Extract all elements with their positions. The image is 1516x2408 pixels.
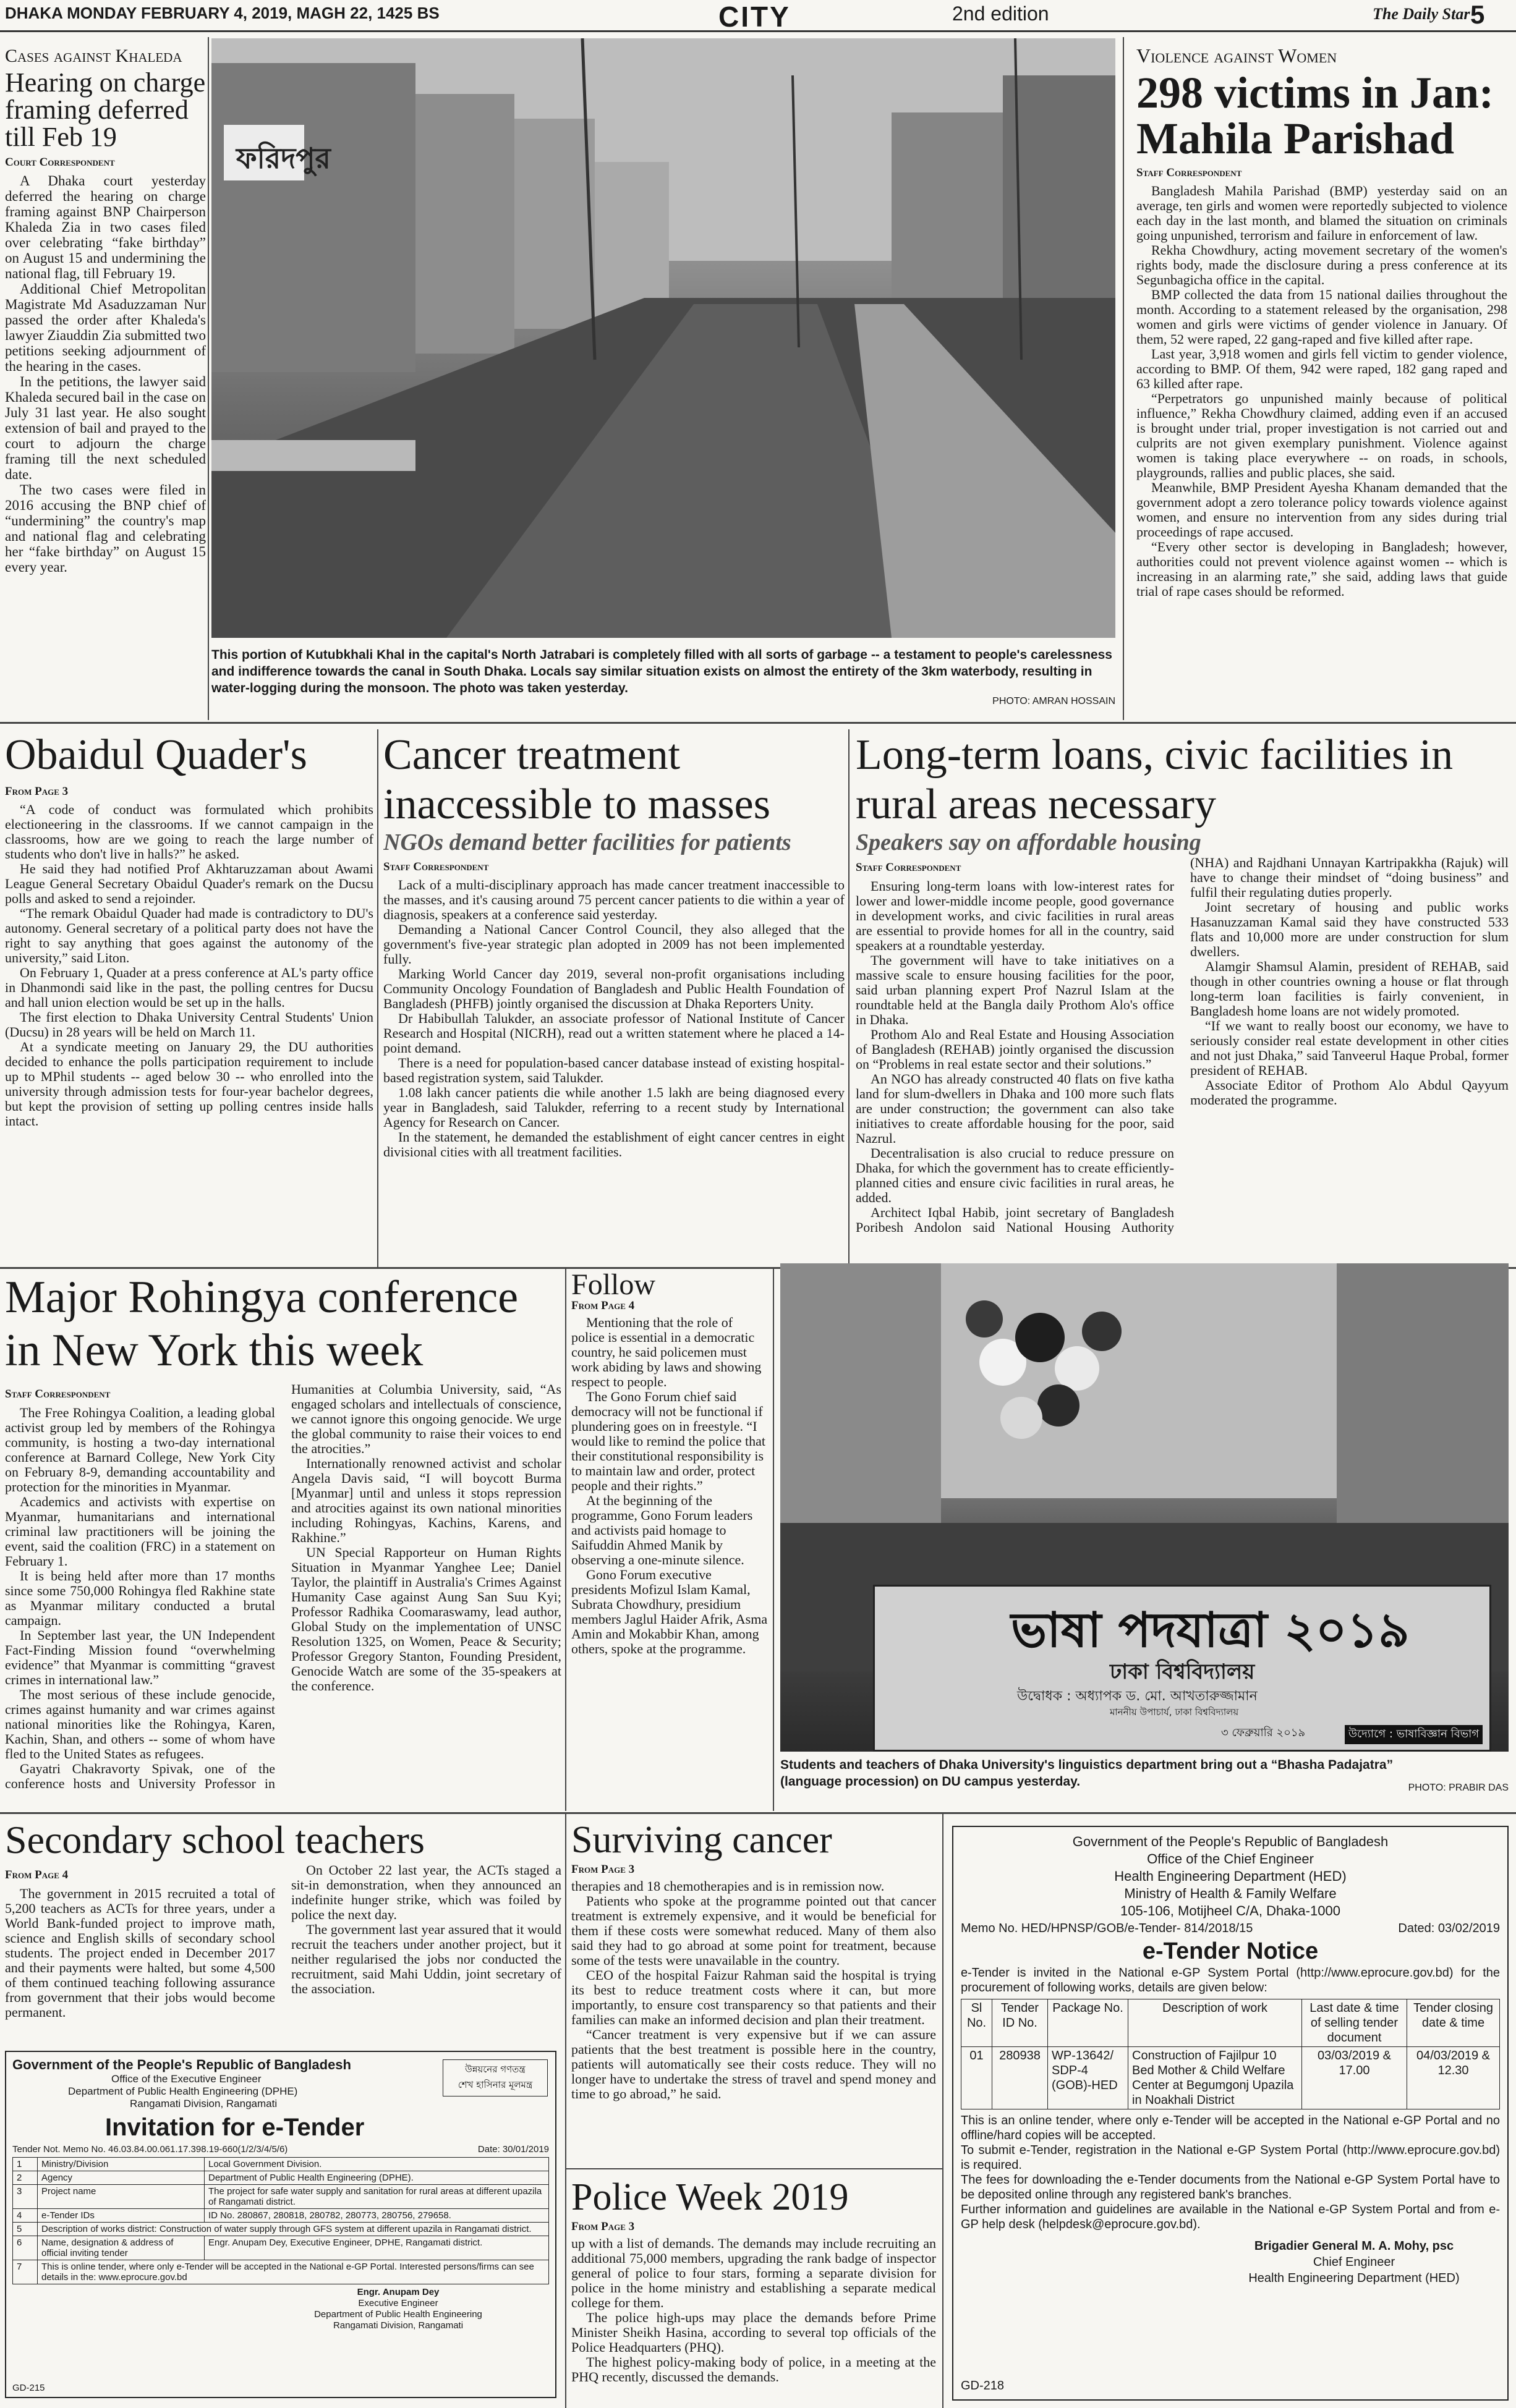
ad-code: GD-218: [961, 2379, 1005, 2393]
dateline: DHAKA MONDAY FEBRUARY 4, 2019, MAGH 22, 1425 BS: [5, 4, 440, 22]
memo-number: Tender Not. Memo No. 46.03.84.00.061.17.398.19-660(1/2/3/4/5/6): [12, 2144, 288, 2155]
table-header: [961, 1999, 1500, 2047]
memo-date: Date: 30/01/2019: [477, 2144, 549, 2155]
surviving-article: [571, 1817, 936, 2163]
rally-photo-credit: PHOTO: PRABIR DAS: [1408, 1783, 1509, 1793]
table-cell: 4: [13, 2209, 38, 2223]
paragraph: UN Special Rapporteur on Human Rights Situation in Myanmar Yanghee Lee; Daniel Taylor, the plaintiff in Australia's Crimes Against Humanity Case against Aung San Suu Kyi; Professor Radhika Coomaraswamy, lead author, Global Study on the implementation of UNSC Resolution 1325, on Women, Peace & Security; Professor Gregory Stanton, Founding President, Genocide Watch are some of the 35-speakers at the conference.: [291, 1545, 561, 1694]
paragraph: CEO of the hospital Faizur Rahman said the hospital is trying its best to reduce treatment costs where it can, but more importantly, to ensure cost transparency so that patients and their families can make an informed decision and plan their treatment.: [571, 1967, 936, 2027]
paragraph: Marking World Cancer day 2019, several non-profit organisations including Community Oncology Foundation of Bangladesh and Public Health Foundation of Bangladesh (PHFB) jointly organised the discussion at Dhaka Reporters Unity.: [383, 966, 845, 1011]
paragraph: Internationally renowned activist and scholar Angela Davis said, “I will boycott Burma [Myanmar] until and unless it stops repression and atrocities against its own national minorities including Rohingyas, Kachins, Karens, and Rakhine.”: [291, 1456, 561, 1545]
byline: Staff Correspondent: [383, 860, 489, 873]
table-row: [13, 2223, 549, 2236]
edition-label: 2nd edition: [952, 2, 1049, 25]
signatory-title: Chief Engineer: [1313, 2255, 1395, 2269]
ad-ministry: Ministry of Health & Family Welfare: [1124, 1886, 1337, 1901]
paragraph: At the beginning of the programme, Gono Forum leaders and activists paid homage to Saifuddin Ahmed Manik by observing a one-minute silence.: [571, 1493, 753, 1567]
byline: Staff Correspondent: [5, 1388, 111, 1401]
paragraph: Prothom Alo and Real Estate and Housing Association of Bangladesh (REHAB) jointly organised the discussion on “Problems in real estate sector and their solutions.”: [856, 1027, 1174, 1072]
signatory-name: Brigadier General M. A. Mohy, psc: [1254, 2239, 1454, 2253]
ad-note: The fees for downloading the e-Tender documents from the National e-GP System Portal have to be deposited online through any registered bank's branches.: [961, 2173, 1500, 2202]
paragraph: Last year, 3,918 women and girls fell victim to gender violence, according to BMP. Of them, 942 were raped, 182 gang raped and 63 killed after rape.: [1136, 346, 1507, 391]
headline: Cancer treatment inaccessible to masses: [383, 731, 770, 828]
paragraph: 1.08 lakh cancer patients die while another 1.5 lakh are being diagnosed every year in Bangladesh, said Talukder, referring to a recent study by International Agency for Research on Cancer.: [383, 1085, 845, 1130]
police-article: [571, 2174, 936, 2404]
paragraph: An NGO has already constructed 40 flats on five katha land for slum-dwellers in Dhaka and 100 more such flats are under construction; the government can also take initiatives to create affordable housing for the poor, said Nazrul.: [856, 1071, 1174, 1146]
paragraph: A Dhaka court yesterday deferred the hearing on charge framing against BNP Chairperson Khaleda Zia in two cases filed over celebrating “fake birthday” on August 15 and undermining the national flag, till February 19.: [5, 173, 206, 281]
table-cell: 1: [13, 2158, 38, 2171]
paragraph: “Every other sector is developing in Bangladesh; however, authorities could not prevent violence against women -- which is increasing in an alarming rate,” she said, adding laws that guide trial of rape cases should be reformed.: [1136, 539, 1507, 599]
table-cell: The project for safe water supply and sanitation for rural areas at different upazila of Rangamati district.: [205, 2185, 549, 2209]
signatory-division: Rangamati Division, Rangamati: [333, 2320, 464, 2331]
table-cell: ID No. 280867, 280818, 280782, 280773, 280756, 279658.: [205, 2209, 549, 2223]
headline: Surviving cancer: [571, 1819, 832, 1861]
table-cell: 280938: [992, 2047, 1048, 2109]
paragraph: He said they had notified Prof Akhtaruzzaman about Awami League General Secretary Obaidul Quader's remark on the Ducsu polls and asked to send a rejoinder.: [5, 861, 373, 906]
masthead: [0, 0, 1516, 32]
ad-office: Office of the Executive Engineer: [111, 2073, 262, 2085]
paragraph: On October 22 last year, the ACTs staged a sit-in demonstration, when they announced an indefinite hunger strike, which was foiled by police the next day.: [291, 1862, 561, 1922]
paragraph: “The remark Obaidul Quader had made is contradictory to DU's autonomy. General secretary of a political party does not have the right to say anything that goes against the autonomy of the university,” said Liton.: [5, 905, 373, 965]
table-cell: Department of Public Health Engineering (DPHE).: [205, 2171, 549, 2185]
table-cell: Description of works district: Construction of water supply through GFS system at different upazila in Rangamati district.: [38, 2223, 549, 2236]
paragraph: Alamgir Shamsul Alamin, president of REHAB, said though in other countries owning a house or flat through long-term loan facilities is fairly convenient, in Bangladesh home loans are not widely promoted.: [1190, 959, 1509, 1019]
table-cell: Agency: [38, 2171, 205, 2185]
canal-photo-credit: PHOTO: AMRAN HOSSAIN: [992, 696, 1115, 706]
headline: Major Rohingya conference in New York this week: [5, 1272, 519, 1376]
table-cell: 2: [13, 2171, 38, 2185]
paragraph: In September last year, the UN Independent Fact-Finding Mission found “overwhelming evidence” that Myanmar is committing “gravest crimes in international law.”: [5, 1627, 275, 1687]
section-title: CITY: [718, 1, 791, 33]
obaidul-article: [5, 731, 373, 1262]
paragraph: Architect Iqbal Habib, joint secretary of Bangladesh Poribesh Andolon said National Housing Authority (NHA) and Rajdhani Unnayan Kartripakkha (Rajuk) will have to change their mindset of “doing business” and fulfil their regulating duties properly.: [856, 855, 1509, 1235]
hed-tender-ad: [952, 1826, 1509, 2401]
paragraph: “A code of conduct was formulated which prohibits electioneering in the classrooms. If we cannot campaign in the classrooms, how are we going to reach the large number of students who don't live in halls?” he asked.: [5, 802, 373, 862]
paragraph: The government will have to take initiatives on a massive scale to ensure housing facilities for the poor, said urban planning expert Prof Nazrul Islam at the roundtable held at the Bangla daily Prothom Alo's office in Dhaka.: [856, 952, 1174, 1027]
from-page: From Page 3: [5, 785, 69, 798]
paper-name: The Daily Star: [1373, 5, 1470, 23]
table-cell: 01: [961, 2047, 992, 2109]
ad-department: Health Engineering Department (HED): [1114, 1868, 1347, 1884]
banner-line: ঢাকা বিশ্ববিদ্যালয়: [1110, 1660, 1255, 1684]
rally-caption: Students and teachers of Dhaka University's linguistics department bring out a “Bhasha Padajatra” (language procession) on DU campus yesterday.: [780, 1758, 1394, 1789]
table-cell: Description of work: [1128, 1999, 1302, 2047]
table-cell: Engr. Anupam Dey, Executive Engineer, DPHE, Rangamati district.: [205, 2236, 549, 2260]
signatory-dept: Health Engineering Department (HED): [1248, 2271, 1460, 2285]
memo-date: Dated: 03/02/2019: [1398, 1922, 1500, 1935]
table-cell: 03/03/2019 & 17.00: [1302, 2047, 1407, 2109]
paragraph: The government in 2015 recruited a total of 5,200 teachers as ACTs for three years, under a World Bank-funded project to improve math, science and English skills of secondary school students. The project ended in December 2017 and their payments were halted, but some 4,500 of them continued teaching following assurance from government that their jobs would become permanent.: [5, 1886, 275, 2020]
procession-banner: [873, 1585, 1491, 1752]
from-page: From Page 3: [571, 1863, 635, 1876]
table-cell: e-Tender IDs: [38, 2209, 205, 2223]
table-cell: 7: [13, 2260, 38, 2284]
ad-intro: e-Tender is invited in the National e-GP System Portal (http://www.eprocure.gov.bd) for the procurement of following works, details are given below:: [961, 1966, 1500, 1995]
canal-photo: [211, 38, 1115, 638]
paragraph: therapies and 18 chemotherapies and is in remission now.: [571, 1878, 885, 1894]
paragraph: Joint secretary of housing and public works Hasanuzzaman Kamal said they have constructed 533 flats and 10,000 more are under construction for slum dwellers.: [1190, 899, 1509, 959]
paragraph: Associate Editor of Prothom Alo Abdul Qayyum moderated the programme.: [1190, 1077, 1509, 1108]
table-cell: 6: [13, 2236, 38, 2260]
headline: Long-term loans, civic facilities in rural areas necessary: [856, 731, 1454, 828]
paragraph: There is a need for population-based cancer database instead of existing hospital-based registration system, said Talukder.: [383, 1055, 845, 1085]
dphe-tender-ad: [5, 2051, 556, 2398]
table-cell: Package No.: [1048, 1999, 1128, 2047]
paragraph: Additional Chief Metropolitan Magistrate Md Asaduzzaman Nur passed the order after Khaleda's lawyer Ziauddin Zia submitted two petitions seeking adjournment of the hearing in the cases.: [5, 281, 206, 374]
paragraph: “Perpetrators go unpunished mainly because of political influence,” Rekha Chowdhury claimed, adding even if an accused is brought under trial, proper investigation is not carried out and culprits are not given exemplary punishment. Violence against women is taking place everywhere -- on roads, in schools, playgrounds, rallies and public places, she said.: [1136, 391, 1507, 480]
ad-note: To submit e-Tender, registration in the National e-GP System Portal (http://www.eprocure.gov.bd) is required.: [961, 2143, 1500, 2172]
memo-number: Memo No. HED/HPNSP/GOB/e-Tender- 814/2018/15: [961, 1922, 1253, 1935]
paragraph: Patients who spoke at the programme pointed out that cancer treatment is extremely expensive, and it would be beneficial for them if these costs were somewhat reduced. Many of them also said they had to go abroad at some point for treatment, because some of the tests were unavailable in the country.: [571, 1893, 936, 1968]
table-row: [13, 2171, 549, 2185]
paragraph: The two cases were filed in 2016 accusing the BNP chief of “undermining” the country's map and national flag and celebrating her “fake birthday” on August 15 every year.: [5, 482, 206, 575]
slogan-line: উন্নয়নের গণতন্ত্র: [465, 2064, 526, 2075]
ad-title: e-Tender Notice: [1142, 1938, 1319, 1964]
byline: Court Correspondent: [5, 156, 115, 169]
cancer-article: [383, 731, 845, 1262]
paragraph: Mentioning that the role of police is essential in a democratic country, he said policemen must work abiding by laws and showing respect to people.: [571, 1315, 762, 1389]
paragraph: At a syndicate meeting on January 29, the DU authorities decided to enhance the polls participation requirement to include up to MPhil students -- aged below 30 -- who enrolled into the university through admission tests for four-year bachelor degrees, but kept the provision of setting up polling centres inside halls intact.: [5, 1039, 373, 1129]
rohingya-article: [5, 1271, 561, 1796]
paragraph: The Gono Forum chief said democracy will not be functional if plundering goes on in freestyle. “I would like to remind the police that their constitutional responsibility is to maintain law and order, protect people and their rights.”: [571, 1389, 766, 1493]
table-cell: 5: [13, 2223, 38, 2236]
ad-note: Further information and guidelines are available in the National e-GP System Portal and from e-GP help desk (helpdesk@eprocure.gov.bd).: [961, 2203, 1500, 2231]
ad-division: Rangamati Division, Rangamati: [130, 2098, 278, 2109]
paragraph: Dr Habibullah Talukder, an associate professor of National Institute of Cancer Research and Hospital (NICRH), read out a written statement where he placed a 14-point demand.: [383, 1011, 845, 1056]
table-cell: Last date & time of selling tender document: [1302, 1999, 1407, 2047]
banner-line: মাননীয় উপাচার্য, ঢাকা বিশ্ববিদ্যালয়: [1110, 1706, 1239, 1718]
mahila-article: [1136, 45, 1507, 713]
paragraph: “Cancer treatment is very expensive but if we can assure patients that the best treatment is possible here in the country, patients will automatically see their costs reduce. They will no longer have to undertake the stress of travel and spend money and time to go abroad,” he said.: [571, 2027, 936, 2101]
table-cell: Construction of Fajilpur 10 Bed Mother & Child Welfare Center at Begumgonj Upazila in Noakhali District: [1128, 2047, 1302, 2109]
banner-organizer: উদ্যোগে : ভাষাবিজ্ঞান বিভাগ: [1345, 1725, 1483, 1744]
paragraph: Demanding a National Cancer Control Council, they also alleged that the government's five-year strategic plan adopted in 2009 has not been implemented fully.: [383, 922, 845, 967]
from-page: From Page 3: [571, 2220, 635, 2233]
table-row: [13, 2236, 549, 2260]
hed-tender-table: [961, 1999, 1500, 2109]
kicker: Violence against Women: [1136, 45, 1337, 67]
paragraph: The most serious of these include genocide, crimes against humanity and war crimes against national minorities like the Rohingya, Karen, Kachin, Shan, and others -- some of whom have fled to the United States as refugees.: [5, 1687, 275, 1761]
paragraph: The first election to Dhaka University Central Students' Union (Ducsu) in 28 years will be held on March 11.: [5, 1009, 373, 1040]
teachers-article: [5, 1817, 561, 2040]
table-row: [13, 2185, 549, 2209]
table-row: [13, 2158, 549, 2171]
headline: Hearing on charge framing deferred till Feb 19: [5, 67, 206, 152]
shop-sign: ফরিদপুর: [236, 142, 331, 174]
paragraph: Bangladesh Mahila Parishad (BMP) yesterday said on an average, ten girls and women were reportedly subjected to violence each day in the last month, and blamed the situation on criminals going unpunished, terrorism and failure in enforcement of law.: [1136, 183, 1507, 243]
headline: 298 victims in Jan: Mahila Parishad: [1136, 68, 1494, 163]
banner-title: ভাষা পদযাত্রা ২০১৯: [1011, 1603, 1410, 1658]
paragraph: In the petitions, the lawyer said Khaleda secured bail in the case on July 31 last year. He also sought extension of bail and prayed to the court to adjourn the charge framing till the next scheduled date.: [5, 374, 206, 482]
paragraph: The Free Rohingya Coalition, a leading global activist group led by members of the Rohingya community, is hosting a two-day international conference at Barnard College, New York City on February 8-9, demanding accountability and protection for the minorities in Myanmar.: [5, 1405, 275, 1494]
dphe-tender-table: [12, 2157, 549, 2284]
ad-office: Office of the Chief Engineer: [1147, 1851, 1314, 1867]
paragraph: BMP collected the data from 15 national dailies throughout the month. According to a statement released by the organisation, 298 women and girls were victims of gender violence in January. Of them, 52 were raped, 22 gang-raped and five killed after rape.: [1136, 287, 1507, 347]
paragraph: The police high-ups may place the demands before Prime Minister Sheikh Hasina, according to several top officials of the Police Headquarters (PHQ).: [571, 2310, 936, 2355]
byline: Staff Correspondent: [856, 861, 961, 874]
paragraph: It is being held after more than 17 months since some 750,000 Rohingya fled Rakhine state as Myanmar military conducted a brutal campaign.: [5, 1568, 275, 1628]
paragraph: Decentralisation is also crucial to reduce pressure on Dhaka, for which the government has to create efficiently-planned cities and ensure civic facilities in rural areas, he added.: [856, 1145, 1174, 1205]
table-cell: WP-13642/ SDP-4 (GOB)-HED: [1048, 2047, 1128, 2109]
ad-government: Government of the People's Republic of Bangladesh: [1072, 1834, 1389, 1849]
table-cell: 3: [13, 2185, 38, 2209]
paragraph: In the statement, he demanded the establishment of eight cancer centres in eight divisional cities with all treatment facilities.: [383, 1129, 845, 1159]
headline: Obaidul Quader's: [5, 731, 307, 779]
signatory-dept: Department of Public Health Engineering: [314, 2309, 482, 2320]
signatory-title: Executive Engineer: [358, 2298, 438, 2308]
table-cell: Sl No.: [961, 1999, 992, 2047]
paragraph: Academics and activists with expertise on Myanmar, humanitarians and international criminal law practitioners will be joining the event, said the coalition (FRC) in a statement on February 1.: [5, 1494, 275, 1569]
table-cell: Name, designation & address of official inviting tender: [38, 2236, 205, 2260]
table-row: [961, 2047, 1500, 2109]
paragraph: On February 1, Quader at a press conference at AL's party office in Dhanmondi said like in the past, the polling centres for Ducsu and hall union election would be set up in the halls.: [5, 965, 373, 1010]
table-cell: Tender closing date & time: [1407, 1999, 1500, 2047]
banner-date: ৩ ফেব্রুয়ারি ২০১৯: [1221, 1726, 1306, 1739]
paragraph: Gono Forum executive presidents Mofizul Islam Kamal, Subrata Chowdhury, presidium members Jaglul Haider Afrik, Asma Amin and Mokabbir Khan, among others, spoke at the programme.: [571, 1567, 768, 1656]
follow-article: [571, 1271, 769, 1796]
table-cell: Project name: [38, 2185, 205, 2209]
rally-photo: [780, 1263, 1509, 1752]
ad-title: Invitation for e-Tender: [105, 2114, 365, 2141]
table-cell: Ministry/Division: [38, 2158, 205, 2171]
table-row: [13, 2209, 549, 2223]
paragraph: The government last year assured that it would recruit the teachers under another project, but it neither regularised the jobs nor conducted the recruitment, said Mahi Uddin, joint secretary of the association.: [291, 1922, 561, 1996]
canal-caption: This portion of Kutubkhali Khal in the capital's North Jatrabari is completely filled with all sorts of garbage -- a testament to people's carelessness and indifference towards the canal in South Dhaka. Locals say similar situation exists on almost the entirety of the 3km waterbody, resulting in water-logging during the monsoon. The photo was taken yesterday.: [211, 648, 1112, 695]
kicker: Cases against Khaleda: [5, 46, 182, 66]
paragraph: Rekha Chowdhury, acting movement secretary of the women's rights body, made the disclosure during a press conference at its Segunbagicha office in the capital.: [1136, 242, 1507, 287]
table-cell: 04/03/2019 & 12.30: [1407, 2047, 1500, 2109]
ad-note: This is an online tender, where only e-Tender will be accepted in the National e-GP Portal and no offline/hard copies will be accepted.: [961, 2114, 1500, 2142]
table-cell: This is online tender, where only e-Tender will be accepted in the National e-GP Portal. Interested persons/firms can see details in the: www.eprocure.gov.bd: [38, 2260, 549, 2284]
page-number: 5: [1470, 0, 1485, 29]
paragraph: up with a list of demands. The demands may include recruiting an additional 75,000 members, upgrading the rank badge of inspector general of police to four stars, forming a separate division for police in the home ministry and establishing a separate medical college for them.: [571, 2236, 936, 2310]
from-page: From Page 4: [571, 1299, 635, 1312]
ad-address: 105-106, Motijheel C/A, Dhaka-1000: [1120, 1903, 1340, 1918]
ad-department: Department of Public Health Engineering (DPHE): [68, 2085, 298, 2097]
banner-line: উদ্বোধক : অধ্যাপক ড. মো. আখতারুজ্জামান: [1017, 1689, 1258, 1704]
headline: Follow: [571, 1271, 656, 1301]
paragraph: Meanwhile, BMP President Ayesha Khanam demanded that the government adopt a zero tolerance policy towards violence against women, and ensure no intervention from any sides during trial proceedings of rape accused.: [1136, 480, 1507, 540]
ad-code: GD-215: [12, 2383, 45, 2393]
slogan-box: [443, 2059, 548, 2096]
table-cell: Local Government Division.: [205, 2158, 549, 2171]
canal-illustration: [211, 38, 1115, 638]
signatory-name: Engr. Anupam Dey: [357, 2287, 440, 2297]
paragraph: Lack of a multi-disciplinary approach has made cancer treatment inaccessible to the masses, and it's causing around 75 percent cancer patients to die within a year of diagnosis, speakers at a conference said yesterday.: [383, 877, 845, 922]
paragraph: Gayatri Chakravorty Spivak, one of the conference hosts and University Professor in Humanities at Columbia University, said, “As engaged scholars and intellectuals of conscience, we cannot ignore this ongoing genocide. We urge the global community to raise their voices to end the atrocities.”: [5, 1381, 561, 1791]
headline: Police Week 2019: [571, 2176, 849, 2218]
paragraph: The highest policy-making body of police, in a meeting at the PHQ recently, discussed the demands.: [571, 2354, 936, 2385]
slogan-line: শেখ হাসিনার মূলমন্ত্র: [458, 2079, 533, 2090]
subheadline: NGOs demand better facilities for patients: [383, 829, 791, 855]
loans-article: [856, 731, 1509, 1262]
paragraph: “If we want to really boost our economy, we have to seriously consider real estate development in other cities and not just Dhaka,” said Tanveerul Haque Probal, former president of REHAB.: [1190, 1018, 1509, 1078]
byline: Staff Correspondent: [1136, 166, 1242, 179]
table-cell: Tender ID No.: [992, 1999, 1048, 2047]
subheadline: Speakers say on affordable housing: [856, 829, 1201, 855]
khaleda-article: [5, 46, 206, 713]
ad-government: Government of the People's Republic of Bangladesh: [12, 2057, 351, 2072]
paragraph: Ensuring long-term loans with low-interest rates for lower and lower-middle income people, good governance in development works, and civic facilities in rural areas are essential to provide homes for all in the country, said speakers at a roundtable yesterday.: [856, 878, 1174, 953]
table-row: [13, 2260, 549, 2284]
headline: Secondary school teachers: [5, 1818, 425, 1862]
from-page: From Page 4: [5, 1868, 69, 1881]
